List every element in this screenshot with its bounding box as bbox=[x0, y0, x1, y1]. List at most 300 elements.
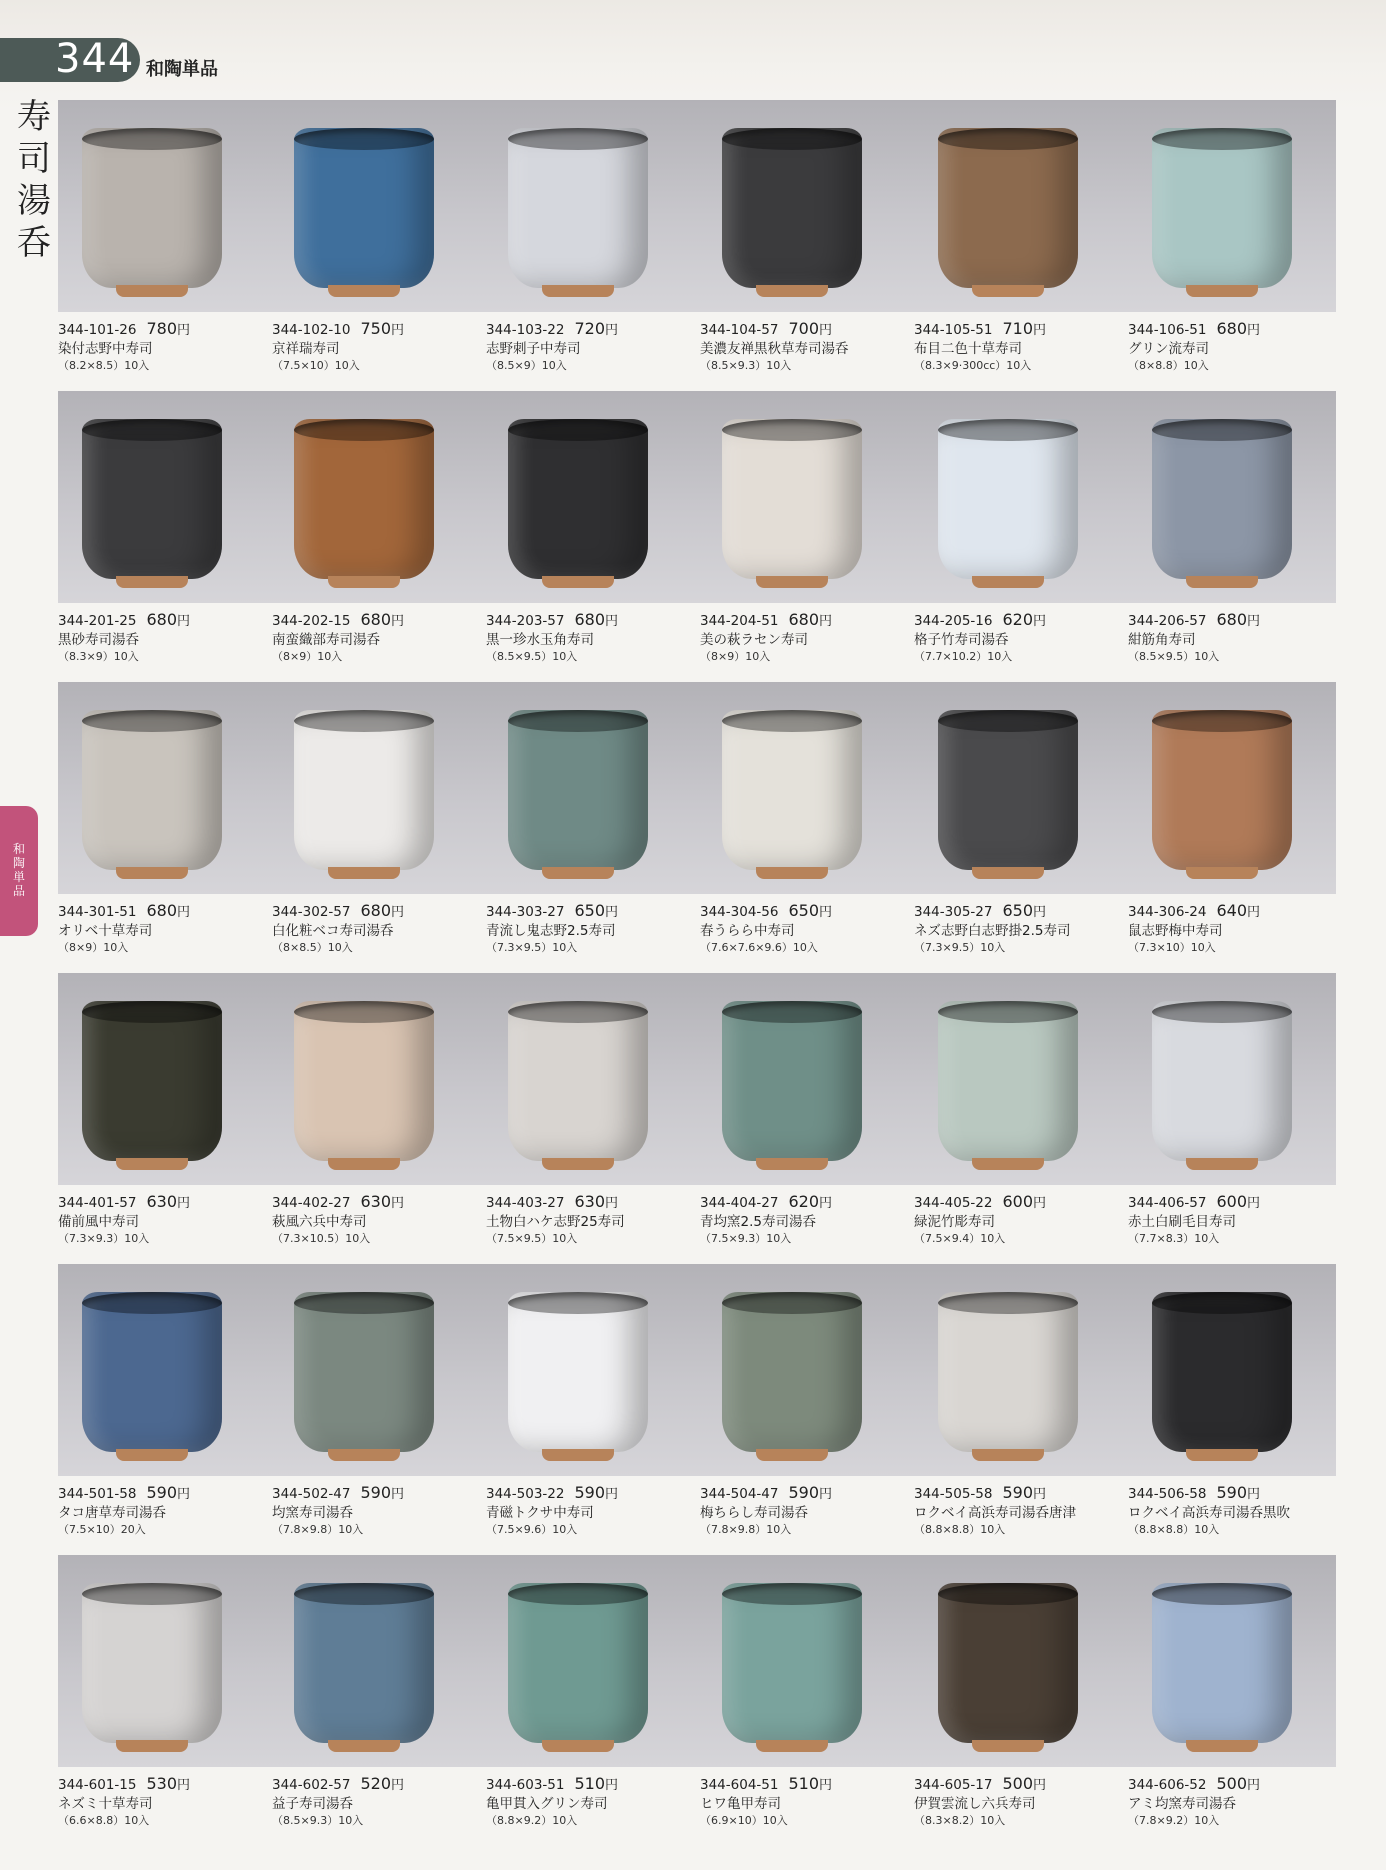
product-code-line bbox=[58, 902, 273, 922]
product-code-line bbox=[1128, 611, 1343, 631]
product-price: 590 bbox=[146, 1483, 178, 1502]
product-spec: （8.5×9.3）10入 bbox=[700, 359, 792, 372]
product-item bbox=[1128, 611, 1343, 665]
product-code: 344-106-51 bbox=[1128, 322, 1207, 338]
product-price: 780 bbox=[146, 319, 178, 338]
product-price: 720 bbox=[574, 319, 606, 338]
product-code-line bbox=[914, 611, 1129, 631]
product-price: 680 bbox=[788, 610, 820, 629]
title-char: 呑 bbox=[17, 223, 51, 263]
yen-unit: 円 bbox=[1247, 323, 1261, 338]
product-name: 志野刺子中寿司 bbox=[486, 341, 581, 357]
teacup-image bbox=[722, 710, 862, 870]
product-code: 344-105-51 bbox=[914, 322, 993, 338]
product-item bbox=[272, 1484, 487, 1538]
product-spec: （8.8×8.8）10入 bbox=[914, 1523, 1006, 1536]
product-code: 344-206-57 bbox=[1128, 613, 1207, 629]
side-index-label: 和陶単品 bbox=[12, 842, 25, 898]
product-code-line bbox=[1128, 1484, 1343, 1504]
product-code-line bbox=[1128, 902, 1343, 922]
product-price: 700 bbox=[788, 319, 820, 338]
product-price: 520 bbox=[360, 1774, 392, 1793]
product-spec: （7.8×9.8）10入 bbox=[272, 1523, 364, 1536]
product-price: 630 bbox=[574, 1192, 606, 1211]
product-photo-strip bbox=[58, 1264, 1336, 1476]
product-code-line bbox=[700, 902, 915, 922]
product-code: 344-602-57 bbox=[272, 1777, 351, 1793]
product-name: 白化粧ベコ寿司湯呑 bbox=[272, 923, 394, 939]
product-name: 黒砂寿司湯呑 bbox=[58, 632, 139, 648]
yen-unit: 円 bbox=[819, 1778, 833, 1793]
yen-unit: 円 bbox=[819, 1487, 833, 1502]
teacup-image bbox=[722, 1292, 862, 1452]
product-spec: （7.3×10）10入 bbox=[1128, 941, 1216, 954]
page-category: 和陶単品 bbox=[146, 59, 218, 80]
teacup-image bbox=[1152, 1292, 1292, 1452]
yen-unit: 円 bbox=[1247, 1196, 1261, 1211]
product-spec: （8.5×9.5）10入 bbox=[486, 650, 578, 663]
product-code: 344-103-22 bbox=[486, 322, 565, 338]
product-code: 344-604-51 bbox=[700, 1777, 779, 1793]
product-spec: （8.8×8.8）10入 bbox=[1128, 1523, 1220, 1536]
teacup-image bbox=[722, 419, 862, 579]
teacup-image bbox=[82, 128, 222, 288]
product-name: ロクベイ高浜寿司湯呑唐津 bbox=[914, 1505, 1076, 1521]
vertical-page-title bbox=[14, 96, 54, 264]
product-price: 600 bbox=[1216, 1192, 1248, 1211]
page-number: 344 bbox=[55, 36, 135, 82]
teacup-image bbox=[294, 419, 434, 579]
product-item bbox=[914, 902, 1129, 956]
product-price: 510 bbox=[788, 1774, 820, 1793]
yen-unit: 円 bbox=[1247, 614, 1261, 629]
product-code: 344-606-52 bbox=[1128, 1777, 1207, 1793]
yen-unit: 円 bbox=[819, 323, 833, 338]
product-item bbox=[486, 1193, 701, 1247]
yen-unit: 円 bbox=[177, 323, 191, 338]
product-name: 格子竹寿司湯呑 bbox=[914, 632, 1009, 648]
teacup-image bbox=[938, 1583, 1078, 1743]
yen-unit: 円 bbox=[177, 1778, 191, 1793]
product-spec: （7.8×9.8）10入 bbox=[700, 1523, 792, 1536]
product-price: 650 bbox=[788, 901, 820, 920]
product-price: 710 bbox=[1002, 319, 1034, 338]
product-name: 益子寿司湯呑 bbox=[272, 1796, 353, 1812]
product-name: 青流し鬼志野2.5寿司 bbox=[486, 923, 616, 939]
product-code-line bbox=[272, 611, 487, 631]
product-spec: （7.5×9.3）10入 bbox=[700, 1232, 792, 1245]
product-name: 亀甲貫入グリン寿司 bbox=[486, 1796, 608, 1812]
product-code: 344-102-10 bbox=[272, 322, 351, 338]
teacup-image bbox=[82, 1001, 222, 1161]
product-spec: （8.5×9.5）10入 bbox=[1128, 650, 1220, 663]
yen-unit: 円 bbox=[605, 323, 619, 338]
product-spec: （8×8.8）10入 bbox=[1128, 359, 1209, 372]
yen-unit: 円 bbox=[391, 614, 405, 629]
teacup-image bbox=[938, 128, 1078, 288]
product-code-line bbox=[272, 902, 487, 922]
product-price: 600 bbox=[1002, 1192, 1034, 1211]
product-code: 344-501-58 bbox=[58, 1486, 137, 1502]
product-item bbox=[914, 1193, 1129, 1247]
product-item bbox=[914, 611, 1129, 665]
product-name: 均窯寿司湯呑 bbox=[272, 1505, 353, 1521]
product-spec: （7.5×9.6）10入 bbox=[486, 1523, 578, 1536]
yen-unit: 円 bbox=[605, 905, 619, 920]
product-name: 土物白ハケ志野25寿司 bbox=[486, 1214, 625, 1230]
yen-unit: 円 bbox=[1033, 905, 1047, 920]
yen-unit: 円 bbox=[1247, 905, 1261, 920]
teacup-image bbox=[508, 1292, 648, 1452]
teacup-image bbox=[508, 128, 648, 288]
product-name: 青磁トクサ中寿司 bbox=[486, 1505, 594, 1521]
product-spec: （8.3×8.2）10入 bbox=[914, 1814, 1006, 1827]
title-char: 寿 bbox=[17, 97, 51, 137]
product-name: 黒一珍水玉角寿司 bbox=[486, 632, 594, 648]
yen-unit: 円 bbox=[819, 1196, 833, 1211]
product-item bbox=[700, 1193, 915, 1247]
teacup-image bbox=[82, 1292, 222, 1452]
product-spec: （8.3×9）10入 bbox=[58, 650, 139, 663]
product-item bbox=[272, 611, 487, 665]
product-code-line bbox=[700, 1193, 915, 1213]
yen-unit: 円 bbox=[1247, 1487, 1261, 1502]
product-code: 344-201-25 bbox=[58, 613, 137, 629]
yen-unit: 円 bbox=[605, 1196, 619, 1211]
yen-unit: 円 bbox=[391, 905, 405, 920]
product-code-line bbox=[700, 1775, 915, 1795]
product-code: 344-601-15 bbox=[58, 1777, 137, 1793]
side-index-tab[interactable] bbox=[0, 806, 38, 936]
yen-unit: 円 bbox=[1033, 323, 1047, 338]
yen-unit: 円 bbox=[605, 1487, 619, 1502]
product-price: 680 bbox=[146, 901, 178, 920]
yen-unit: 円 bbox=[819, 905, 833, 920]
product-name: アミ均窯寿司湯呑 bbox=[1128, 1796, 1236, 1812]
product-name: 美の萩ラセン寿司 bbox=[700, 632, 808, 648]
product-spec: （8.8×9.2）10入 bbox=[486, 1814, 578, 1827]
yen-unit: 円 bbox=[605, 614, 619, 629]
product-price: 590 bbox=[788, 1483, 820, 1502]
teacup-image bbox=[294, 1001, 434, 1161]
product-code: 344-203-57 bbox=[486, 613, 565, 629]
product-price: 640 bbox=[1216, 901, 1248, 920]
product-name: 春うらら中寿司 bbox=[700, 923, 795, 939]
product-name: 美濃友禅黒秋草寿司湯呑 bbox=[700, 341, 849, 357]
teacup-image bbox=[82, 1583, 222, 1743]
product-price: 680 bbox=[574, 610, 606, 629]
product-item bbox=[1128, 320, 1343, 374]
product-code-line bbox=[58, 1193, 273, 1213]
product-code: 344-202-15 bbox=[272, 613, 351, 629]
product-name: 染付志野中寿司 bbox=[58, 341, 153, 357]
product-name: 緑泥竹彫寿司 bbox=[914, 1214, 995, 1230]
teacup-image bbox=[1152, 1001, 1292, 1161]
product-spec: （8.5×9）10入 bbox=[486, 359, 567, 372]
product-spec: （8.5×9.3）10入 bbox=[272, 1814, 364, 1827]
product-code-line bbox=[914, 1775, 1129, 1795]
product-code-line bbox=[914, 320, 1129, 340]
product-item bbox=[272, 902, 487, 956]
product-code-line bbox=[58, 611, 273, 631]
product-item bbox=[1128, 1775, 1343, 1829]
product-price: 530 bbox=[146, 1774, 178, 1793]
product-name: 布目二色十草寿司 bbox=[914, 341, 1022, 357]
product-price: 680 bbox=[360, 901, 392, 920]
product-price: 650 bbox=[574, 901, 606, 920]
product-item bbox=[58, 1775, 273, 1829]
teacup-image bbox=[1152, 419, 1292, 579]
yen-unit: 円 bbox=[391, 323, 405, 338]
product-code-line bbox=[914, 1484, 1129, 1504]
product-code: 344-305-27 bbox=[914, 904, 993, 920]
product-price: 510 bbox=[574, 1774, 606, 1793]
product-code: 344-505-58 bbox=[914, 1486, 993, 1502]
product-price: 650 bbox=[1002, 901, 1034, 920]
product-photo-strip bbox=[58, 682, 1336, 894]
product-code: 344-301-51 bbox=[58, 904, 137, 920]
product-code: 344-502-47 bbox=[272, 1486, 351, 1502]
product-spec: （7.5×10）10入 bbox=[272, 359, 360, 372]
yen-unit: 円 bbox=[177, 614, 191, 629]
product-name: 紺筋角寿司 bbox=[1128, 632, 1196, 648]
yen-unit: 円 bbox=[1033, 614, 1047, 629]
product-item bbox=[58, 611, 273, 665]
product-code-line bbox=[486, 320, 701, 340]
product-code: 344-401-57 bbox=[58, 1195, 137, 1211]
product-code: 344-405-22 bbox=[914, 1195, 993, 1211]
product-item bbox=[486, 611, 701, 665]
product-spec: （7.8×9.2）10入 bbox=[1128, 1814, 1220, 1827]
product-spec: （7.7×10.2）10入 bbox=[914, 650, 1013, 663]
product-price: 630 bbox=[146, 1192, 178, 1211]
teacup-image bbox=[82, 710, 222, 870]
product-price: 620 bbox=[788, 1192, 820, 1211]
product-spec: （6.6×8.8）10入 bbox=[58, 1814, 150, 1827]
product-item bbox=[58, 1484, 273, 1538]
product-name: 南蛮織部寿司湯呑 bbox=[272, 632, 380, 648]
product-item bbox=[272, 1775, 487, 1829]
product-name: 赤土白刷毛目寿司 bbox=[1128, 1214, 1236, 1230]
product-spec: （7.5×9.4）10入 bbox=[914, 1232, 1006, 1245]
product-name: グリン流寿司 bbox=[1128, 341, 1209, 357]
yen-unit: 円 bbox=[1033, 1778, 1047, 1793]
product-name: 備前風中寿司 bbox=[58, 1214, 139, 1230]
teacup-image bbox=[1152, 1583, 1292, 1743]
product-item bbox=[486, 1484, 701, 1538]
teacup-image bbox=[508, 419, 648, 579]
yen-unit: 円 bbox=[605, 1778, 619, 1793]
teacup-image bbox=[508, 710, 648, 870]
product-name: 鼠志野梅中寿司 bbox=[1128, 923, 1223, 939]
yen-unit: 円 bbox=[391, 1196, 405, 1211]
yen-unit: 円 bbox=[391, 1778, 405, 1793]
teacup-image bbox=[722, 128, 862, 288]
product-code: 344-204-51 bbox=[700, 613, 779, 629]
teacup-image bbox=[294, 128, 434, 288]
product-code-line bbox=[700, 611, 915, 631]
yen-unit: 円 bbox=[819, 614, 833, 629]
product-spec: （7.3×10.5）10入 bbox=[272, 1232, 371, 1245]
product-name: ロクベイ高浜寿司湯呑黒吹 bbox=[1128, 1505, 1290, 1521]
product-item bbox=[1128, 1484, 1343, 1538]
product-name: オリベ十草寿司 bbox=[58, 923, 153, 939]
product-price: 590 bbox=[574, 1483, 606, 1502]
product-price: 500 bbox=[1216, 1774, 1248, 1793]
product-code-line bbox=[700, 320, 915, 340]
product-code-line bbox=[58, 1775, 273, 1795]
product-spec: （6.9×10）10入 bbox=[700, 1814, 788, 1827]
product-item bbox=[486, 902, 701, 956]
teacup-image bbox=[294, 1583, 434, 1743]
product-code-line bbox=[272, 1775, 487, 1795]
product-spec: （7.3×9.3）10入 bbox=[58, 1232, 150, 1245]
product-spec: （8×9）10入 bbox=[58, 941, 129, 954]
product-item bbox=[486, 1775, 701, 1829]
product-code-line bbox=[58, 320, 273, 340]
product-code: 344-304-56 bbox=[700, 904, 779, 920]
product-price: 680 bbox=[360, 610, 392, 629]
product-spec: （8.2×8.5）10入 bbox=[58, 359, 150, 372]
product-photo-strip bbox=[58, 1555, 1336, 1767]
teacup-image bbox=[82, 419, 222, 579]
product-price: 590 bbox=[360, 1483, 392, 1502]
product-item bbox=[486, 320, 701, 374]
teacup-image bbox=[722, 1583, 862, 1743]
product-code-line bbox=[486, 1484, 701, 1504]
product-code-line bbox=[1128, 320, 1343, 340]
title-char: 湯 bbox=[17, 181, 51, 221]
product-code: 344-205-16 bbox=[914, 613, 993, 629]
product-item bbox=[272, 320, 487, 374]
product-code-line bbox=[486, 1193, 701, 1213]
product-item bbox=[1128, 1193, 1343, 1247]
product-name: タコ唐草寿司湯呑 bbox=[58, 1505, 166, 1521]
product-spec: （8×8.5）10入 bbox=[272, 941, 353, 954]
product-code-line bbox=[1128, 1775, 1343, 1795]
product-code: 344-506-58 bbox=[1128, 1486, 1207, 1502]
product-code-line bbox=[1128, 1193, 1343, 1213]
product-spec: （8.3×9·300cc）10入 bbox=[914, 359, 1032, 372]
product-item bbox=[914, 320, 1129, 374]
product-photo-strip bbox=[58, 100, 1336, 312]
product-price: 630 bbox=[360, 1192, 392, 1211]
product-code: 344-101-26 bbox=[58, 322, 137, 338]
product-code: 344-404-27 bbox=[700, 1195, 779, 1211]
yen-unit: 円 bbox=[1247, 1778, 1261, 1793]
teacup-image bbox=[938, 419, 1078, 579]
product-price: 590 bbox=[1216, 1483, 1248, 1502]
product-code-line bbox=[272, 1484, 487, 1504]
product-spec: （7.3×9.5）10入 bbox=[914, 941, 1006, 954]
product-item bbox=[58, 320, 273, 374]
product-code-line bbox=[272, 320, 487, 340]
product-item bbox=[914, 1775, 1129, 1829]
teacup-image bbox=[938, 1292, 1078, 1452]
header-background bbox=[0, 0, 1386, 110]
product-item bbox=[58, 902, 273, 956]
product-code-line bbox=[700, 1484, 915, 1504]
product-price: 750 bbox=[360, 319, 392, 338]
product-spec: （7.5×9.5）10入 bbox=[486, 1232, 578, 1245]
product-spec: （8×9）10入 bbox=[272, 650, 343, 663]
product-name: ネズミ十草寿司 bbox=[58, 1796, 153, 1812]
product-name: 萩風六兵中寿司 bbox=[272, 1214, 367, 1230]
product-item bbox=[58, 1193, 273, 1247]
teacup-image bbox=[1152, 710, 1292, 870]
product-photo-strip bbox=[58, 391, 1336, 603]
yen-unit: 円 bbox=[177, 1487, 191, 1502]
teacup-image bbox=[294, 1292, 434, 1452]
product-item bbox=[272, 1193, 487, 1247]
product-name: ネズ志野白志野掛2.5寿司 bbox=[914, 923, 1071, 939]
product-price: 680 bbox=[1216, 319, 1248, 338]
product-item bbox=[1128, 902, 1343, 956]
product-code-line bbox=[486, 611, 701, 631]
product-code: 344-605-17 bbox=[914, 1777, 993, 1793]
product-name: ヒワ亀甲寿司 bbox=[700, 1796, 781, 1812]
product-code: 344-303-27 bbox=[486, 904, 565, 920]
product-code-line bbox=[58, 1484, 273, 1504]
product-code: 344-504-47 bbox=[700, 1486, 779, 1502]
product-price: 590 bbox=[1002, 1483, 1034, 1502]
product-code-line bbox=[272, 1193, 487, 1213]
product-item bbox=[700, 1484, 915, 1538]
product-price: 680 bbox=[146, 610, 178, 629]
product-code: 344-302-57 bbox=[272, 904, 351, 920]
product-spec: （7.3×9.5）10入 bbox=[486, 941, 578, 954]
product-spec: （7.5×10）20入 bbox=[58, 1523, 146, 1536]
yen-unit: 円 bbox=[177, 1196, 191, 1211]
teacup-image bbox=[1152, 128, 1292, 288]
teacup-image bbox=[938, 1001, 1078, 1161]
product-item bbox=[700, 902, 915, 956]
teacup-image bbox=[508, 1583, 648, 1743]
teacup-image bbox=[508, 1001, 648, 1161]
product-item bbox=[700, 320, 915, 374]
product-item bbox=[914, 1484, 1129, 1538]
product-code: 344-104-57 bbox=[700, 322, 779, 338]
product-code: 344-306-24 bbox=[1128, 904, 1207, 920]
product-code: 344-403-27 bbox=[486, 1195, 565, 1211]
yen-unit: 円 bbox=[177, 905, 191, 920]
teacup-image bbox=[294, 710, 434, 870]
product-code: 344-406-57 bbox=[1128, 1195, 1207, 1211]
product-spec: （7.7×8.3）10入 bbox=[1128, 1232, 1220, 1245]
product-code: 344-402-27 bbox=[272, 1195, 351, 1211]
product-spec: （8×9）10入 bbox=[700, 650, 771, 663]
product-item bbox=[700, 1775, 915, 1829]
product-price: 620 bbox=[1002, 610, 1034, 629]
product-code-line bbox=[914, 902, 1129, 922]
product-code: 344-503-22 bbox=[486, 1486, 565, 1502]
product-spec: （7.6×7.6×9.6）10入 bbox=[700, 941, 818, 954]
product-code-line bbox=[486, 1775, 701, 1795]
title-char: 司 bbox=[17, 139, 51, 179]
yen-unit: 円 bbox=[1033, 1196, 1047, 1211]
product-name: 伊賀雲流し六兵寿司 bbox=[914, 1796, 1036, 1812]
teacup-image bbox=[938, 710, 1078, 870]
product-name: 京祥瑞寿司 bbox=[272, 341, 340, 357]
product-item bbox=[700, 611, 915, 665]
product-name: 青均窯2.5寿司湯呑 bbox=[700, 1214, 816, 1230]
yen-unit: 円 bbox=[391, 1487, 405, 1502]
yen-unit: 円 bbox=[1033, 1487, 1047, 1502]
product-photo-strip bbox=[58, 973, 1336, 1185]
teacup-image bbox=[722, 1001, 862, 1161]
product-price: 500 bbox=[1002, 1774, 1034, 1793]
product-code-line bbox=[914, 1193, 1129, 1213]
